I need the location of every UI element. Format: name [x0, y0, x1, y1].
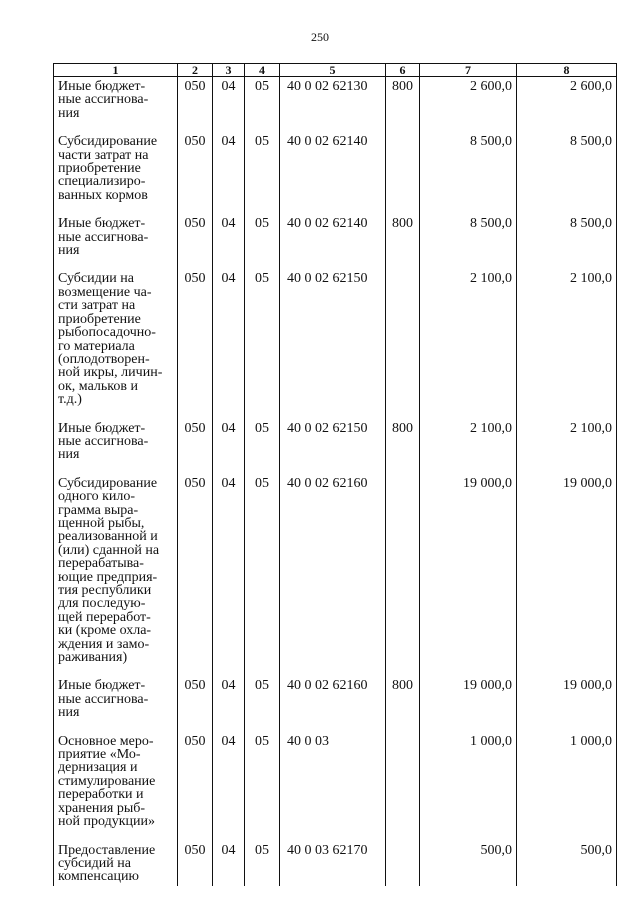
cell-col-6 — [386, 269, 420, 418]
row-label: Иные бюджет- ные ассигнова- ния — [54, 676, 178, 731]
cell-col-2: 050 — [178, 77, 213, 133]
cell-col-7: 2 100,0 — [420, 419, 517, 474]
cell-col-4: 05 — [245, 474, 280, 677]
budget-table — [53, 63, 617, 886]
row-label: Субсидирование одного кило- грамма выра- щенной рыбы, реализованной и (или) сданной на перерабатыва- ющие предприя- тия республики для последую- щей переработ- ки (кроме охла- ждения и замо- раживания) — [54, 474, 178, 677]
header-col-8: 8 — [517, 64, 617, 77]
cell-col-2: 050 — [178, 841, 213, 886]
table-row — [54, 132, 617, 214]
cell-col-5: 40 0 03 62170 — [280, 841, 386, 886]
cell-col-2: 050 — [178, 474, 213, 677]
cell-col-4: 05 — [245, 77, 280, 133]
cell-col-4: 05 — [245, 214, 280, 269]
table-row — [54, 676, 617, 731]
cell-col-6 — [386, 132, 420, 214]
cell-col-3: 04 — [213, 77, 245, 133]
row-label: Субсидирование части затрат на приобретение специализиро- ванных кормов — [54, 132, 178, 214]
cell-col-2: 050 — [178, 269, 213, 418]
cell-col-5: 40 0 02 62140 — [280, 132, 386, 214]
cell-col-2: 050 — [178, 419, 213, 474]
table-row — [54, 419, 617, 474]
table-row — [54, 269, 617, 418]
cell-col-2: 050 — [178, 214, 213, 269]
cell-col-8: 1 000,0 — [517, 732, 617, 841]
cell-col-5: 40 0 02 62160 — [280, 676, 386, 731]
cell-col-5: 40 0 03 — [280, 732, 386, 841]
cell-col-4: 05 — [245, 419, 280, 474]
cell-col-5: 40 0 02 62140 — [280, 214, 386, 269]
header-col-1: 1 — [54, 64, 178, 77]
cell-col-4: 05 — [245, 269, 280, 418]
header-row — [54, 64, 617, 77]
row-label: Иные бюджет- ные ассигнова- ния — [54, 419, 178, 474]
budget-table-container — [53, 63, 616, 886]
cell-col-7: 8 500,0 — [420, 214, 517, 269]
cell-col-6: 800 — [386, 419, 420, 474]
cell-col-8: 19 000,0 — [517, 676, 617, 731]
cell-col-8: 8 500,0 — [517, 214, 617, 269]
cell-col-4: 05 — [245, 132, 280, 214]
cell-col-6: 800 — [386, 77, 420, 133]
cell-col-5: 40 0 02 62150 — [280, 269, 386, 418]
row-label: Предоставление субсидий на компенсацию — [54, 841, 178, 886]
header-col-4: 4 — [245, 64, 280, 77]
cell-col-7: 19 000,0 — [420, 676, 517, 731]
table-row — [54, 732, 617, 841]
cell-col-8: 2 100,0 — [517, 419, 617, 474]
cell-col-6 — [386, 732, 420, 841]
cell-col-4: 05 — [245, 841, 280, 886]
header-col-7: 7 — [420, 64, 517, 77]
cell-col-7: 2 100,0 — [420, 269, 517, 418]
table-row — [54, 214, 617, 269]
table-row — [54, 77, 617, 133]
cell-col-3: 04 — [213, 214, 245, 269]
table-row — [54, 474, 617, 677]
cell-col-4: 05 — [245, 732, 280, 841]
cell-col-2: 050 — [178, 132, 213, 214]
cell-col-3: 04 — [213, 841, 245, 886]
cell-col-3: 04 — [213, 269, 245, 418]
page-number: 250 — [311, 30, 329, 44]
cell-col-7: 2 600,0 — [420, 77, 517, 133]
cell-col-3: 04 — [213, 474, 245, 677]
cell-col-7: 19 000,0 — [420, 474, 517, 677]
cell-col-5: 40 0 02 62130 — [280, 77, 386, 133]
cell-col-8: 500,0 — [517, 841, 617, 886]
cell-col-6 — [386, 841, 420, 886]
row-label: Субсидии на возмещение ча- сти затрат на приобретение рыбопосадочно- го материала (оплодотворен- ной икры, личин- ок, мальков и т.д.) — [54, 269, 178, 418]
cell-col-6 — [386, 474, 420, 677]
row-label: Иные бюджет- ные ассигнова- ния — [54, 77, 178, 133]
cell-col-8: 2 600,0 — [517, 77, 617, 133]
header-col-5: 5 — [280, 64, 386, 77]
row-label: Иные бюджет- ные ассигнова- ния — [54, 214, 178, 269]
cell-col-7: 500,0 — [420, 841, 517, 886]
header-col-3: 3 — [213, 64, 245, 77]
cell-col-8: 8 500,0 — [517, 132, 617, 214]
row-label: Основное меро- приятие «Мо- дернизация и стимулирование переработки и хранения рыб- ной продукции» — [54, 732, 178, 841]
cell-col-3: 04 — [213, 676, 245, 731]
header-col-2: 2 — [178, 64, 213, 77]
cell-col-5: 40 0 02 62150 — [280, 419, 386, 474]
cell-col-4: 05 — [245, 676, 280, 731]
cell-col-7: 8 500,0 — [420, 132, 517, 214]
cell-col-8: 19 000,0 — [517, 474, 617, 677]
cell-col-8: 2 100,0 — [517, 269, 617, 418]
cell-col-6: 800 — [386, 676, 420, 731]
cell-col-6: 800 — [386, 214, 420, 269]
table-body — [54, 77, 617, 886]
table-row — [54, 841, 617, 886]
header-col-6: 6 — [386, 64, 420, 77]
cell-col-3: 04 — [213, 132, 245, 214]
cell-col-3: 04 — [213, 732, 245, 841]
cell-col-5: 40 0 02 62160 — [280, 474, 386, 677]
cell-col-2: 050 — [178, 676, 213, 731]
cell-col-2: 050 — [178, 732, 213, 841]
cell-col-7: 1 000,0 — [420, 732, 517, 841]
cell-col-3: 04 — [213, 419, 245, 474]
